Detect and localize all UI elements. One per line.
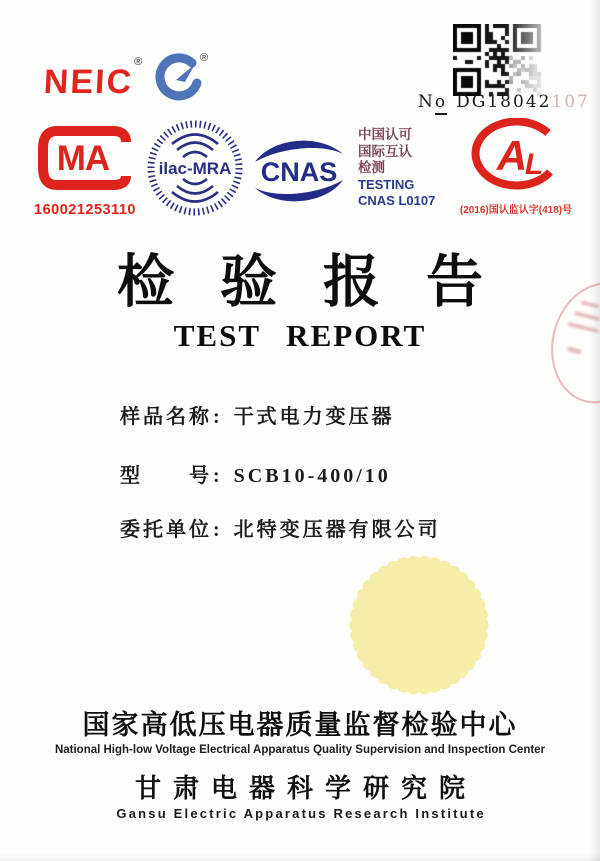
neic-logo: [43, 56, 143, 102]
report-title-zh: 检验报告: [117, 250, 529, 314]
svg-text:L: L: [524, 148, 544, 181]
svg-text:MA: MA: [56, 139, 110, 178]
registered-trademark-icon: ®: [200, 52, 209, 64]
report-title-en: TEST REPORT: [173, 318, 427, 353]
scan-edge-shade: [0, 854, 600, 861]
serial-suffix: 107: [551, 92, 590, 112]
cnas-logo: [251, 135, 347, 212]
field-value: 北特变压器有限公司: [233, 519, 441, 541]
inspection-center-name-en: National High-low Voltage Electrical Apparatus Quality Supervision and Inspection Center: [54, 744, 546, 756]
serial-no-label-o: o: [435, 92, 447, 115]
field-sample-name: 样品名称: 干式电力变压器: [120, 406, 395, 428]
qr-code: [453, 24, 543, 96]
report-serial-number: [418, 92, 590, 112]
field-model: 型 号: SCB10-400/10: [120, 465, 391, 487]
field-label: 型 号: [120, 465, 212, 487]
cnas-accreditation-text: [358, 127, 435, 210]
neic-logo-text: NEIC: [42, 63, 135, 101]
cnas-text: CNAS: [260, 157, 338, 187]
serial-no-label: N: [418, 92, 435, 112]
institute-name-en: Gansu Electric Apparatus Research Institute: [116, 806, 486, 821]
field-value: 干式电力变压器: [233, 406, 395, 428]
ilac-mra-logo: [146, 119, 244, 222]
serial-prefix: DG18042: [456, 92, 552, 112]
cnas-line-zh: 国际互认: [358, 143, 412, 159]
cnas-line-en: CNAS L0107: [358, 193, 436, 208]
field-label: 委托单位: [120, 519, 212, 541]
cnas-line-zh: 中国认可: [358, 127, 412, 142]
registered-trademark-icon: ®: [133, 56, 143, 68]
cal-approval-caption: (2016)国认监认字(418)号: [459, 205, 573, 216]
svg-text:A: A: [496, 132, 528, 179]
institute-name-zh: 甘肃电器科学研究院: [134, 773, 477, 803]
scan-edge-shade: [590, 0, 600, 861]
cma-certificate-number: 160021253110: [34, 202, 136, 218]
yellow-embossed-seal-icon: [347, 553, 491, 702]
cnas-line-en: TESTING: [358, 176, 415, 192]
cal-accreditation-logo: [450, 118, 582, 216]
field-label: 样品名称: [120, 406, 212, 428]
electric-g-logo-icon: [152, 52, 204, 109]
inspection-center-name-zh: 国家高低压电器质量监督检验中心: [82, 710, 518, 740]
field-client: 委托单位: 北特变压器有限公司: [120, 519, 441, 541]
ilac-mra-text: ilac-MRA: [158, 159, 232, 178]
cnas-line-zh: 检测: [358, 160, 385, 175]
field-value: SCB10-400/10: [233, 465, 391, 487]
cma-accreditation-logo: [32, 120, 138, 218]
